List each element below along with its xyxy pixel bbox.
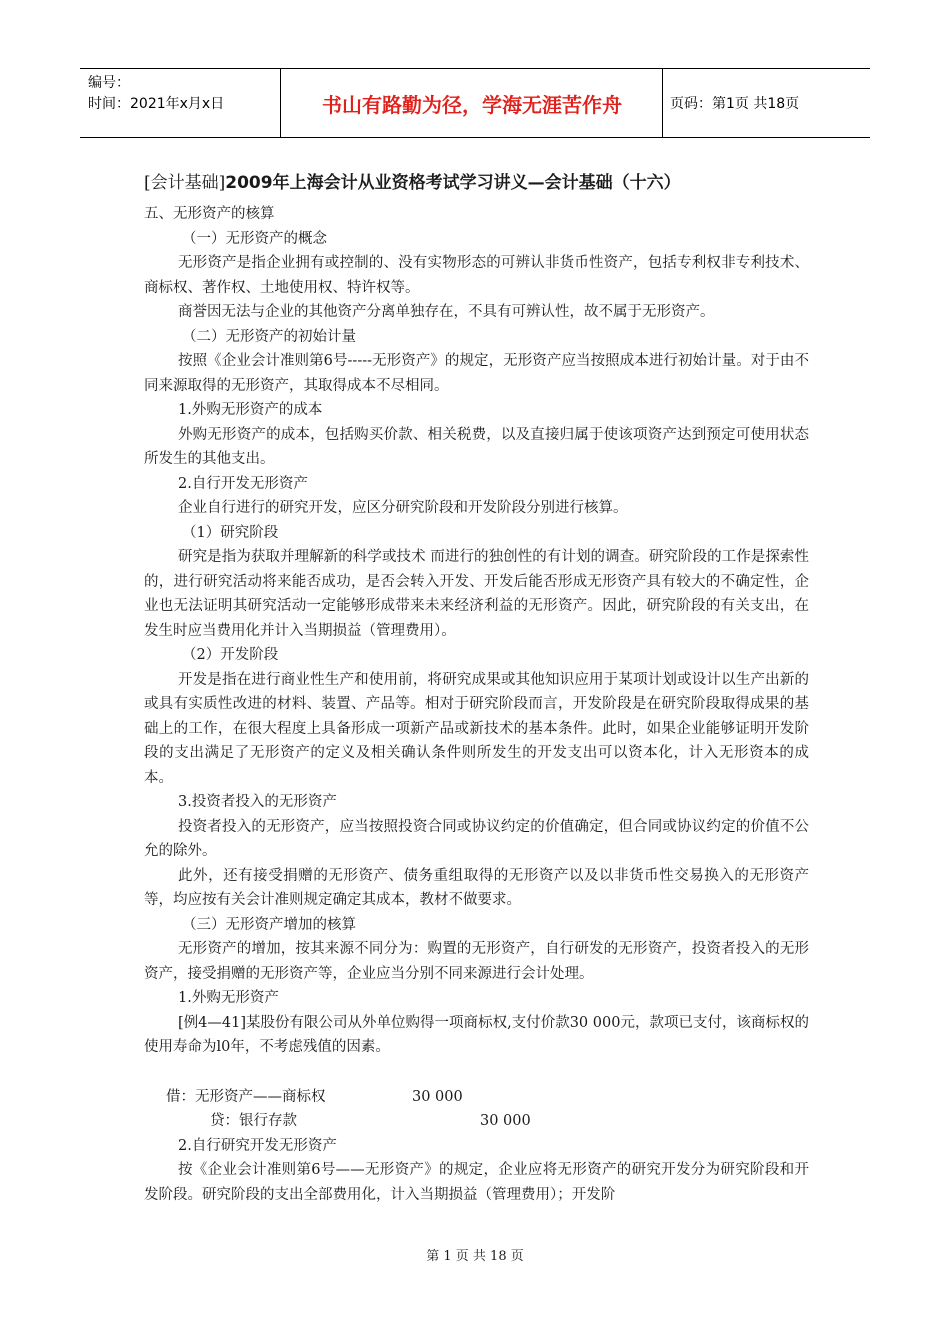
subsection-heading: （二）无形资产的初始计量: [182, 328, 356, 345]
time-label: 时间：2021年x月x日: [88, 96, 225, 112]
title-main: 2009年上海会计从业资格考试学习讲义—会计基础（十六）: [225, 173, 681, 193]
subsection-heading: （一）无形资产的概念: [182, 230, 327, 247]
document-header: [80, 68, 870, 138]
number-label: 编号：: [88, 75, 130, 91]
header-page-info: 页码：第1页 共18页: [670, 96, 800, 112]
page-footer: 第 1 页 共 18 页: [426, 1249, 524, 1264]
item-heading: 2.自行开发无形资产: [178, 475, 308, 492]
paragraph: 无形资产的增加，按其来源不同分为：购置的无形资产，自行研发的无形资产，投资者投入的无形资产，接受捐赠的无形资产等，企业应当分别不同来源进行会计处理。: [144, 941, 809, 982]
journal-entry-debit: [144, 1085, 809, 1110]
paragraph: 按《企业会计准则第6号——无形资产》的规定，企业应将无形资产的研究开发分为研究阶段和开发阶段。研究阶段的支出全部费用化，计入当期损益（管理费用）；开发阶: [144, 1162, 809, 1203]
debit-label: 借：无形资产——商标权: [166, 1088, 326, 1105]
credit-label: 贷：银行存款: [210, 1113, 297, 1129]
paragraph: 外购无形资产的成本，包括购买价款、相关税费，以及直接归属于使该项资产达到预定可使用状态所发生的其他支出。: [144, 426, 809, 467]
paragraph: 商誉因无法与企业的其他资产分离单独存在，不具有可辨认性，故不属于无形资产。: [178, 304, 715, 320]
subsection-heading: （三）无形资产增加的核算: [182, 916, 356, 933]
item-heading: （1）研究阶段: [182, 524, 279, 541]
header-meta: [88, 73, 224, 115]
journal-entry-credit: [144, 1109, 809, 1134]
section-heading: 五、无形资产的核算: [144, 206, 275, 222]
item-heading: 1.外购无形资产: [178, 990, 279, 1006]
paragraph: 研究是指为获取并理解新的科学或技术 而进行的独创性的有计划的调查。研究阶段的工作是探索性的，进行研究活动将来能否成功，是否会转入开发、开发后能否形成无形资产具有较大的不确定性，企业也无法证明其研究活动一定能够形成带来未来经济利益的无形资产。因此，研究阶段的有关支出，在发生时应当费用化并计入当期损益（管理费用）。: [144, 549, 809, 639]
item-heading: （2）开发阶段: [182, 647, 279, 663]
item-heading: 1.外购无形资产的成本: [178, 402, 323, 418]
paragraph: 此外，还有接受捐赠的无形资产、债务重组取得的无形资产以及以非货币性交易换入的无形资产等，均应按有关会计准则规定确定其成本，教材不做要求。: [144, 867, 809, 908]
paragraph: 开发是指在进行商业性生产和使用前，将研究成果或其他知识应用于某项计划或设计以生产出新的或具有实质性改进的材料、装置、产品等。相对于研究阶段而言，开发阶段是在研究阶段取得成果的基础上的工作，在很大程度上具备形成一项新产品或新技术的基本条件。此时，如果企业能够证明开发阶段的支出满足了无形资产的定义及相关确认条件则所发生的开发支出可以资本化，计入无形资本的成本。: [144, 671, 809, 786]
header-motto: 书山有路勤为径，学海无涯苦作舟: [322, 92, 622, 117]
debit-amount: 30 000: [412, 1088, 463, 1105]
item-heading: 2.自行研究开发无形资产: [178, 1137, 337, 1154]
paragraph: 投资者投入的无形资产，应当按照投资合同或协议约定的价值确定，但合同或协议约定的价值不公允的除外。: [144, 818, 809, 859]
header-divider: [662, 69, 663, 137]
credit-amount: 30 000: [480, 1113, 531, 1129]
paragraph: 无形资产是指企业拥有或控制的、没有实物形态的可辨认非货币性资产，包括专利权非专利技术、商标权、著作权、土地使用权、特许权等。: [144, 255, 809, 296]
paragraph: 企业自行进行的研究开发，应区分研究阶段和开发阶段分别进行核算。: [178, 500, 628, 516]
title-prefix: [会计基础]: [144, 173, 226, 193]
paragraph: 按照《企业会计准则第6号-----无形资产》的规定，无形资产应当按照成本进行初始计量。对于由不同来源取得的无形资产，其取得成本不尽相同。: [144, 353, 809, 394]
header-divider: [280, 69, 281, 137]
document-body: [144, 202, 809, 1207]
item-heading: 3.投资者投入的无形资产: [178, 794, 337, 810]
example-paragraph: [例4—41]某股份有限公司从外单位购得一项商标权,支付价款30 000元，款项已支付，该商标权的使用寿命为l0年，不考虑残值的因素。: [144, 1014, 809, 1055]
page-title: [144, 168, 681, 193]
